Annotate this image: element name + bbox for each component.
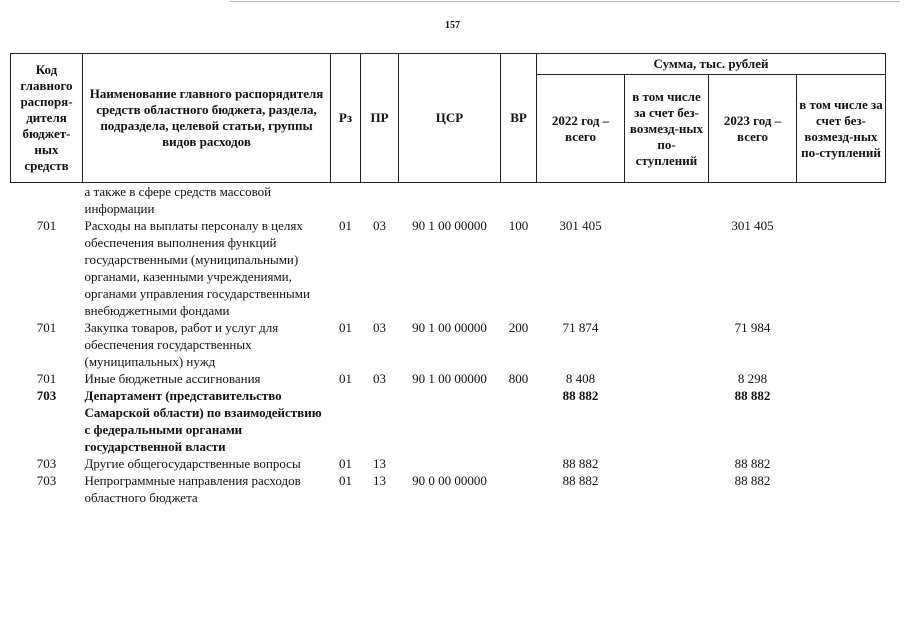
row-pr <box>361 387 399 455</box>
row-code: 701 <box>36 218 57 233</box>
row-name: Другие общегосударственные вопросы <box>84 456 301 471</box>
row-csr: 90 1 00 00000 <box>412 371 487 386</box>
row-pr <box>361 183 399 218</box>
header-2022-total: 2022 год – всего <box>537 75 625 183</box>
row-name: Иные бюджетные ассигнования <box>84 371 261 386</box>
row-pr: 03 <box>373 371 386 386</box>
row-rz <box>331 183 361 218</box>
row-csr <box>399 183 501 218</box>
row-sum-2022: 88 882 <box>562 473 599 488</box>
row-free-2022 <box>625 319 709 370</box>
row-name: Закупка товаров, работ и услуг для обеспечения государственных (муниципальных) нужд <box>84 320 279 369</box>
budget-table <box>10 53 886 506</box>
row-sum-2022: 88 882 <box>562 388 599 403</box>
row-csr: 90 1 00 00000 <box>412 218 487 233</box>
row-vr <box>501 472 537 506</box>
row-free-2022 <box>625 217 709 319</box>
row-sum-2023: 8 298 <box>737 371 768 386</box>
row-sum-2022: 8 408 <box>565 371 596 386</box>
table-row <box>11 472 886 506</box>
top-scan-line <box>230 1 900 2</box>
row-free-2023 <box>797 319 886 370</box>
header-vr: ВР <box>501 54 537 183</box>
row-rz: 01 <box>339 371 352 386</box>
row-csr: 90 1 00 00000 <box>412 320 487 335</box>
row-free-2022 <box>625 472 709 506</box>
row-rz <box>331 387 361 455</box>
row-free-2022 <box>625 455 709 472</box>
row-code: 701 <box>36 320 57 335</box>
row-free-2023 <box>797 455 886 472</box>
row-sum-2023: 88 882 <box>734 473 771 488</box>
table-body <box>11 183 886 507</box>
header-2023-free: в том числе за счет без-возмезд-ных по-ступлений <box>797 75 886 183</box>
header-2022-free: в том числе за счет без-возмезд-ных по-ступлений <box>625 75 709 183</box>
row-vr: 100 <box>508 218 529 233</box>
row-vr: 800 <box>508 371 529 386</box>
row-csr: 90 0 00 00000 <box>412 473 487 488</box>
row-sum-2023: 71 984 <box>734 320 771 335</box>
row-code: 703 <box>36 388 57 403</box>
row-vr <box>501 183 537 218</box>
table-row <box>11 370 886 387</box>
row-rz: 01 <box>339 320 352 335</box>
row-free-2023 <box>797 183 886 218</box>
row-pr: 03 <box>373 320 386 335</box>
row-free-2023 <box>797 387 886 455</box>
row-code: 701 <box>36 371 57 386</box>
row-sum-2023 <box>709 183 797 218</box>
table-row <box>11 455 886 472</box>
row-name: Департамент (представительство Самарской области) по взаимодействию с федеральными органами государственной власти <box>84 388 322 454</box>
row-pr: 03 <box>373 218 386 233</box>
row-sum-2023: 88 882 <box>734 388 771 403</box>
row-rz: 01 <box>339 473 352 488</box>
row-sum-2022: 301 405 <box>559 218 602 233</box>
row-free-2022 <box>625 183 709 218</box>
table-header <box>11 54 886 183</box>
table-row <box>11 387 886 455</box>
header-name: Наименование главного распорядителя средств областного бюджета, раздела, подраздела, целевой статьи, группы видов расходов <box>83 54 331 183</box>
row-code: 703 <box>36 456 57 471</box>
row-free-2023 <box>797 472 886 506</box>
row-sum-2023: 88 882 <box>734 456 771 471</box>
row-vr <box>501 387 537 455</box>
row-csr <box>399 455 501 472</box>
row-pr: 13 <box>373 456 386 471</box>
row-free-2023 <box>797 370 886 387</box>
table-row <box>11 319 886 370</box>
table-row <box>11 183 886 218</box>
row-pr: 13 <box>373 473 386 488</box>
row-sum-2022: 71 874 <box>562 320 599 335</box>
header-code: Код главного распоря-дителя бюджет-ных средств <box>11 54 83 183</box>
row-free-2022 <box>625 387 709 455</box>
row-rz: 01 <box>339 456 352 471</box>
header-sum: Сумма, тыс. рублей <box>537 54 886 75</box>
row-sum-2022 <box>537 183 625 218</box>
row-free-2022 <box>625 370 709 387</box>
row-name: Непрограммные направления расходов областного бюджета <box>84 473 301 505</box>
row-vr: 200 <box>508 320 529 335</box>
row-sum-2023: 301 405 <box>731 218 774 233</box>
row-free-2023 <box>797 217 886 319</box>
table-row <box>11 217 886 319</box>
row-vr <box>501 455 537 472</box>
row-csr <box>399 387 501 455</box>
row-rz: 01 <box>339 218 352 233</box>
row-code: 703 <box>36 473 57 488</box>
row-sum-2022: 88 882 <box>562 456 599 471</box>
row-code <box>11 183 83 218</box>
header-csr: ЦСР <box>399 54 501 183</box>
page-number: 157 <box>445 20 460 31</box>
row-name: Расходы на выплаты персоналу в целях обеспечения выполнения функций государственными (муниципальными) органами, казенными учреждениями, органами управления государственными внебюджетными фондами <box>84 218 310 318</box>
header-rz: Рз <box>331 54 361 183</box>
row-name: а также в сфере средств массовой информации <box>84 184 272 216</box>
header-2023-total: 2023 год – всего <box>709 75 797 183</box>
header-pr: ПР <box>361 54 399 183</box>
